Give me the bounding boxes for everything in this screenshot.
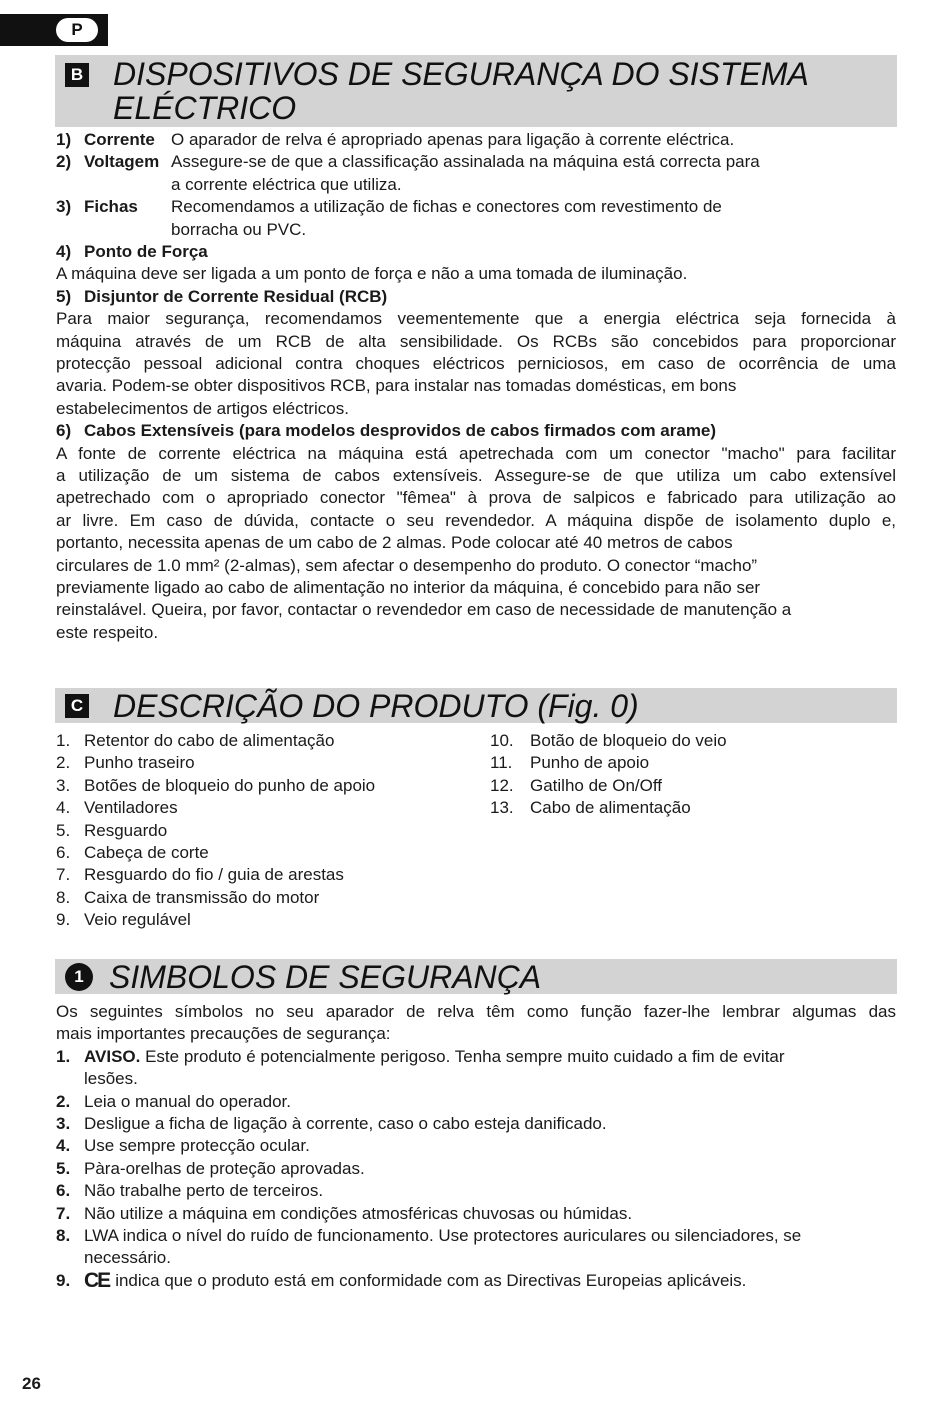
section-1-body: [56, 1001, 896, 1292]
item-number: 2.: [56, 1091, 71, 1111]
item-number: 13.: [490, 798, 514, 818]
item-text: LWA indica o nível do ruído de funcionamento. Use protectores auriculares ou silenciadores, se: [84, 1225, 802, 1245]
list-item: [56, 129, 896, 151]
list-item-continuation: [56, 174, 896, 196]
item-number: 5): [56, 286, 72, 306]
item-number: 1.: [56, 731, 71, 750]
paragraph-line: Os seguintes símbolos no seu aparador de relva têm como função fazer-lhe lembrar algumas das: [56, 1002, 896, 1021]
item-text: Gatilho de On/Off: [530, 775, 662, 795]
list-item: [56, 1158, 896, 1180]
item-number: 1): [56, 130, 72, 149]
section-b-badge: B: [65, 63, 89, 87]
parts-list-right: [490, 730, 890, 820]
list-item: [56, 909, 476, 931]
item-text: necessário.: [84, 1248, 171, 1268]
list-item: [56, 1046, 896, 1068]
item-number: 8.: [56, 887, 71, 907]
paragraph-line: circulares de 1.0 mm² (2-almas), sem afectar o desempenho do produto. O conector “macho”: [56, 555, 758, 575]
item-text: Desligue a ficha de ligação à corrente, caso o cabo esteja danificado.: [84, 1113, 607, 1133]
list-item: [56, 151, 896, 173]
list-item: [56, 1113, 896, 1135]
section-b-title-line1: DISPOSITIVOS DE SEGURANÇA DO SISTEMA: [113, 56, 809, 92]
list-item: [490, 775, 890, 797]
paragraph-line: mais importantes precauções de segurança:: [56, 1024, 391, 1044]
list-item: [56, 887, 476, 909]
item-number: 2): [56, 152, 72, 172]
paragraph-line: previamente ligado ao cabo de alimentação no interior da máquina, é concebido para não ser: [56, 578, 761, 597]
list-item: [490, 730, 890, 752]
section-c-badge: C: [65, 694, 89, 718]
paragraph-line: máquina através de um RCB de alta sensibilidade. Os RCBs são concebidos para proporcionar: [56, 331, 896, 351]
paragraph-line: reinstalável. Queira, por favor, contactar o revendedor em caso de necessidade de manutenção a: [56, 600, 792, 620]
item-text: Ventiladores: [84, 798, 178, 818]
item-number: 8.: [56, 1225, 71, 1245]
paragraph-line: portanto, necessita apenas de um cabo de 2 almas. Pode colocar até 40 metros de cabos: [56, 533, 733, 553]
item-text: Punho traseiro: [84, 753, 195, 773]
list-item: [56, 797, 476, 819]
item-text: Recomendamos a utilização de fichas e conectores com revestimento de: [171, 197, 722, 217]
list-item: [56, 775, 476, 797]
list-item: [490, 752, 890, 774]
item-label: Fichas: [84, 197, 138, 217]
item-number: 11.: [490, 753, 513, 773]
section-1-title: SIMBOLOS DE SEGURANÇA: [109, 959, 542, 995]
item-number: 12.: [490, 775, 514, 795]
item-number: 4.: [56, 798, 71, 818]
list-item-continuation: [56, 1068, 896, 1090]
paragraph-line: protecção pessoal adicional contra choques eléctricos perniciosos, em caso de ocorrência de uma: [56, 353, 896, 373]
item-number: 4.: [56, 1136, 71, 1156]
parts-list-left: [56, 730, 476, 932]
section-b-header: [55, 55, 897, 127]
section-c-title: DESCRIÇÃO DO PRODUTO (Fig. 0): [113, 688, 639, 724]
list-item: [56, 842, 476, 864]
list-item: [56, 1270, 896, 1292]
subheading: [56, 286, 896, 308]
item-number: 9.: [56, 910, 71, 930]
item-text: Não trabalhe perto de terceiros.: [84, 1181, 324, 1201]
paragraph-line: A fonte de corrente eléctrica na máquina está apetrechada com um conector "macho" para facilitar: [56, 443, 896, 463]
ce-mark-icon: CE: [84, 1268, 110, 1292]
item-text: [84, 1270, 746, 1292]
section-c-header: [55, 688, 897, 723]
section-1-badge: 1: [65, 963, 93, 991]
list-item-continuation: [56, 1247, 896, 1269]
warning-text: Este produto é potencialmente perigoso. Tenha sempre muito cuidado a fim de evitar: [140, 1046, 785, 1066]
item-text: Veio regulável: [84, 910, 191, 930]
item-number: 6): [56, 421, 72, 441]
item-number: 5.: [56, 820, 71, 840]
item-text: Não utilize a máquina em condições atmosféricas chuvosas ou húmidas.: [84, 1203, 633, 1223]
list-item: [56, 196, 896, 218]
section-b-title-line2: ELÉCTRICO: [113, 90, 297, 126]
item-text: borracha ou PVC.: [171, 219, 307, 239]
item-text: a corrente eléctrica que utiliza.: [171, 174, 402, 194]
item-text: Botão de bloqueio do veio: [530, 731, 727, 750]
list-item: [56, 864, 476, 886]
item-text: Resguardo: [84, 820, 168, 840]
item-text: Cabeça de corte: [84, 842, 209, 862]
item-text: Assegure-se de que a classificação assinalada na máquina está correcta para: [171, 152, 760, 172]
item-text: O aparador de relva é apropriado apenas para ligação à corrente eléctrica.: [171, 130, 735, 149]
paragraph-line: ar livre. Em caso de dúvida, contacte o seu revendedor. A máquina dispõe de isolamento duplo e,: [56, 510, 896, 530]
item-number: 6.: [56, 1181, 71, 1201]
item-text: Leia o manual do operador.: [84, 1091, 291, 1111]
language-badge: P: [56, 18, 98, 42]
item-text: Punho de apoio: [530, 753, 650, 773]
list-item: [56, 730, 476, 752]
item-text: Pàra-orelhas de proteção aprovadas.: [84, 1158, 365, 1178]
item-number: 2.: [56, 753, 71, 773]
page-number: 26: [22, 1374, 41, 1393]
list-item: [56, 1225, 896, 1247]
warning-label: AVISO.: [84, 1046, 141, 1066]
paragraph-line: Para maior segurança, recomendamos veementemente que a energia eléctrica seja fornecida à: [56, 309, 896, 329]
item-label: Disjuntor de Corrente Residual (RCB): [84, 286, 388, 306]
item-label: Ponto de Força: [84, 241, 208, 261]
list-item: [56, 820, 476, 842]
item-label: Voltagem: [84, 152, 160, 172]
item-number: 7.: [56, 865, 71, 885]
item-number: 3.: [56, 1113, 71, 1133]
item-number: 1.: [56, 1046, 71, 1066]
section-b-body: [56, 129, 896, 644]
item-number: 9.: [56, 1270, 71, 1290]
item-number: 5.: [56, 1158, 71, 1178]
list-item: [56, 1180, 896, 1202]
list-item: [56, 1135, 896, 1157]
item-number: 10.: [490, 731, 514, 750]
item-text: Use sempre protecção ocular.: [84, 1136, 310, 1156]
subheading: [56, 241, 896, 263]
item-label: Cabos Extensíveis (para modelos desprovidos de cabos firmados com arame): [84, 421, 717, 441]
subheading: [56, 420, 896, 442]
item-text: Resguardo do fio / guia de arestas: [84, 865, 344, 885]
item-text: Retentor do cabo de alimentação: [84, 731, 335, 750]
language-tab: [0, 14, 108, 46]
item-number: 3): [56, 197, 72, 217]
list-item: [56, 1203, 896, 1225]
item-text: Botões de bloqueio do punho de apoio: [84, 775, 376, 795]
item-number: 7.: [56, 1203, 71, 1223]
item-number: 3.: [56, 775, 71, 795]
ce-description: indica que o produto está em conformidade com as Directivas Europeias aplicáveis.: [115, 1270, 747, 1290]
list-item: [490, 797, 890, 819]
item-text: Caixa de transmissão do motor: [84, 887, 320, 907]
item-number: 4): [56, 241, 72, 261]
paragraph-line: estabelecimentos de artigos eléctricos.: [56, 398, 349, 418]
list-item-continuation: [56, 219, 896, 241]
list-item: [56, 1091, 896, 1113]
item-text: lesões.: [84, 1069, 138, 1089]
paragraph-line: A máquina deve ser ligada a um ponto de força e não a uma tomada de iluminação.: [56, 264, 688, 284]
item-number: 6.: [56, 842, 71, 862]
list-item: [56, 752, 476, 774]
paragraph-line: avaria. Podem-se obter dispositivos RCB, para instalar nas tomadas domésticas, em bons: [56, 376, 737, 396]
paragraph-line: a utilização de um sistema de cabos extensíveis. Assegure-se de que utiliza um cabo extensível: [56, 465, 896, 485]
paragraph-line: este respeito.: [56, 622, 159, 642]
item-label: Corrente: [84, 130, 155, 149]
item-text: [84, 1046, 785, 1068]
item-text: Cabo de alimentação: [530, 798, 691, 818]
paragraph-line: apetrechado com o apropriado conector "fêmea" à prova de salpicos e fabricado para utilização ao: [56, 488, 896, 508]
section-1-header: [55, 959, 897, 994]
